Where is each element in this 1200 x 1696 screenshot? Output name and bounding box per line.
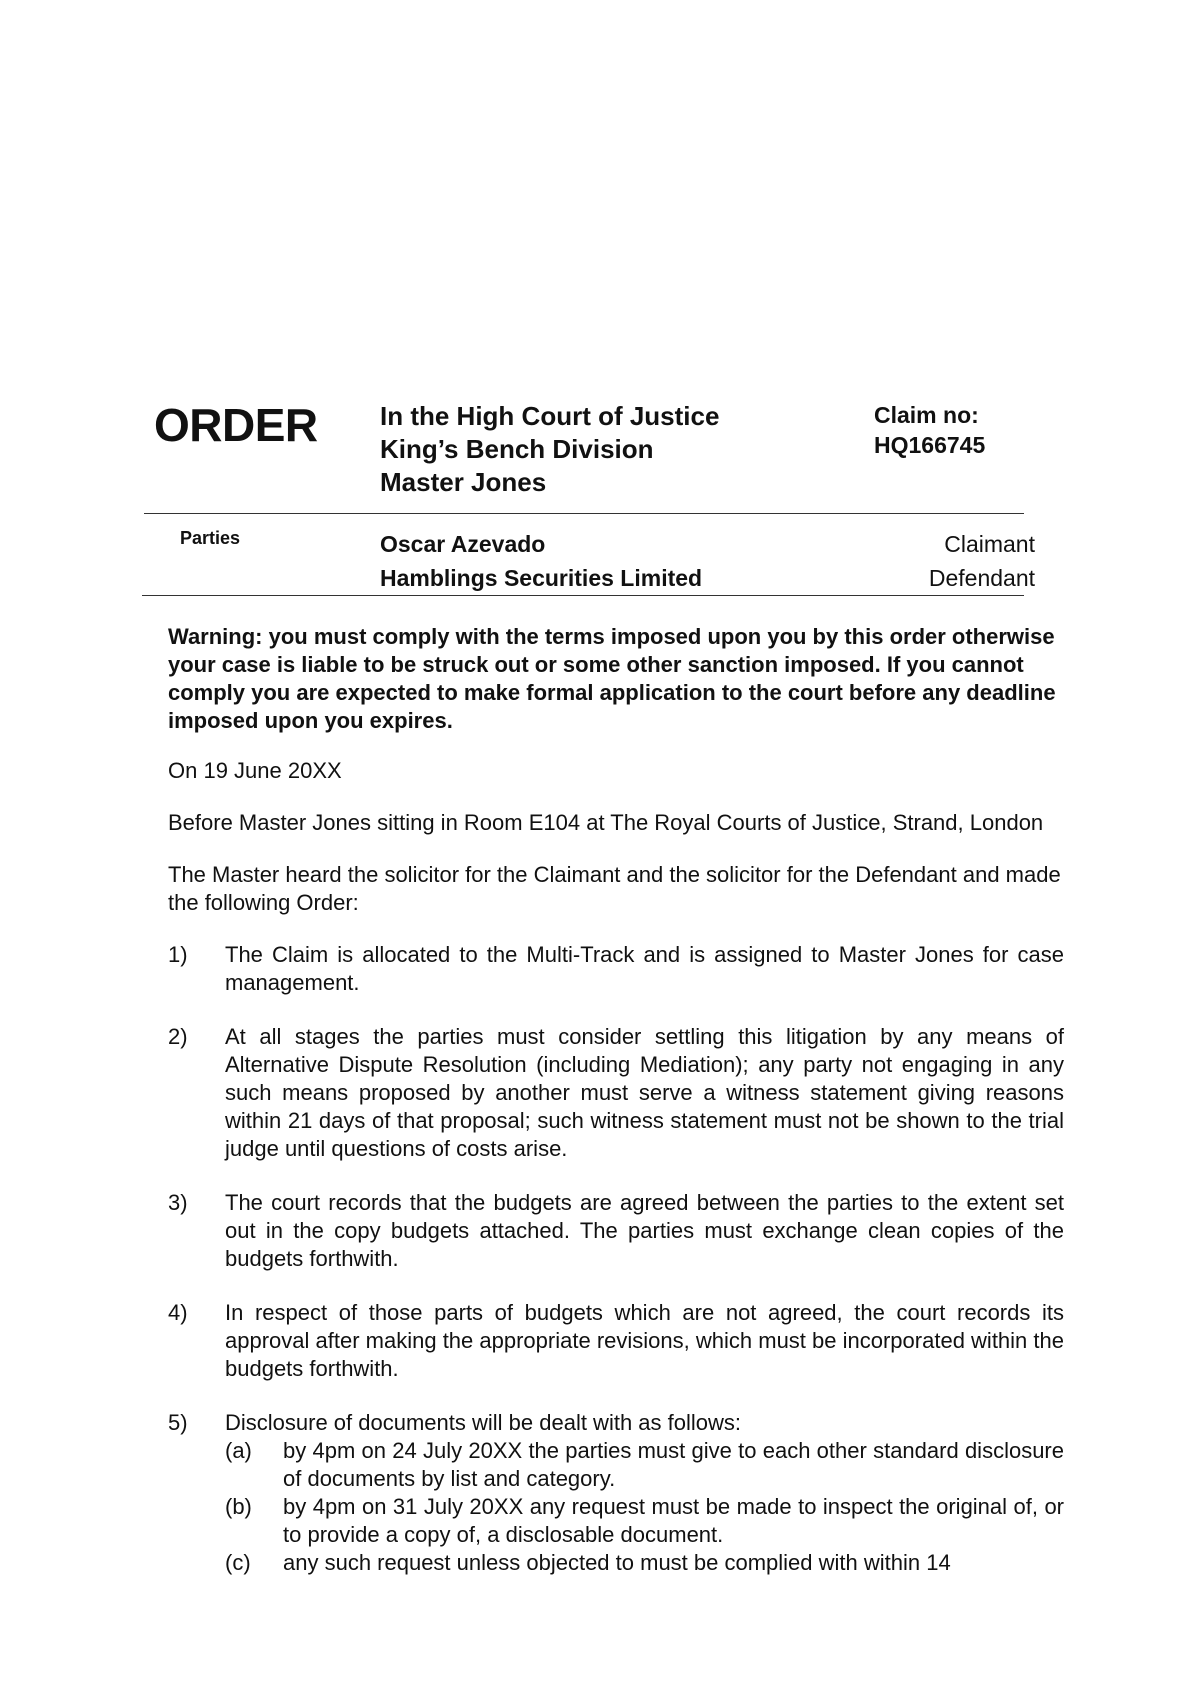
before-line: Before Master Jones sitting in Room E104 at The Royal Courts of Justice, Strand, London (168, 810, 1044, 835)
hearing-date: On 19 June 20XX (168, 758, 342, 783)
parties-label: Parties (180, 528, 241, 548)
defendant-name: Hamblings Securities Limited (380, 565, 703, 591)
sub-item-letter: (b) (225, 1494, 252, 1519)
sub-item-text: any such request unless objected to must be complied with within 14 (283, 1550, 951, 1575)
court-master: Master Jones (380, 467, 547, 497)
item-text: In respect of those parts of budgets which are not agreed, the court records its approval after making the appropriate revisions, which must be incorporated within the budgets forthwith. (225, 1300, 1064, 1381)
sub-item (225, 1493, 1064, 1549)
item-text: At all stages the parties must consider settling this litigation by any means of Alternative Dispute Resolution (including Mediation); any party not engaging in any such means proposed by another must serve a witness statement giving reasons within 21 days of that proposal; such witness statement must not be shown to the trial judge until questions of costs arise. (225, 1024, 1064, 1161)
item-number: 3) (168, 1190, 188, 1215)
item-text: Disclosure of documents will be dealt with as follows: (225, 1410, 742, 1435)
party-names (380, 527, 702, 595)
claim-number: HQ166745 (874, 432, 986, 458)
order-item (168, 1189, 1064, 1273)
item-number: 4) (168, 1300, 188, 1325)
sub-item-letter: (a) (225, 1438, 252, 1463)
item-number: 1) (168, 942, 188, 967)
item-number: 2) (168, 1024, 188, 1049)
order-item (168, 1023, 1064, 1163)
parties-divider (142, 595, 1024, 596)
item-text: The court records that the budgets are agreed between the parties to the extent set out in the copy budgets attached. The parties must exchange clean copies of the budgets forthwith. (225, 1190, 1064, 1271)
sub-item (225, 1549, 1064, 1577)
party-roles (929, 527, 1035, 595)
header-divider (144, 513, 1024, 514)
claim-label: Claim no: (874, 402, 979, 428)
claim-info (874, 400, 985, 460)
order-body (168, 623, 1064, 1577)
claimant-name: Oscar Azevado (380, 531, 546, 557)
court-name: In the High Court of Justice (380, 401, 720, 431)
warning-notice: Warning: you must comply with the terms imposed upon you by this order otherwise your case is liable to be struck out or some other sanction imposed. If you cannot comply you are expected to make formal application to the court before any deadline imposed upon you expires. (168, 624, 1056, 733)
order-item (168, 941, 1064, 997)
sub-item (225, 1437, 1064, 1493)
court-division: King’s Bench Division (380, 434, 654, 464)
sub-item-letter: (c) (225, 1550, 251, 1575)
court-details (380, 400, 719, 499)
sub-item-text: by 4pm on 24 July 20XX the parties must give to each other standard disclosure of documents by list and category. (283, 1438, 1064, 1491)
item-body (225, 1409, 1064, 1577)
item-number: 5) (168, 1410, 188, 1435)
order-title: ORDER (154, 399, 318, 451)
heard-line: The Master heard the solicitor for the Claimant and the solicitor for the Defendant and made the following Order: (168, 862, 1061, 915)
sub-item-text: by 4pm on 31 July 20XX any request must be made to inspect the original of, or to provide a copy of, a disclosable document. (283, 1494, 1064, 1547)
order-item (168, 1299, 1064, 1383)
claimant-role: Claimant (944, 531, 1035, 557)
defendant-role: Defendant (928, 565, 1035, 591)
item-text: The Claim is allocated to the Multi-Track and is assigned to Master Jones for case management. (225, 942, 1064, 995)
order-item (168, 1409, 1064, 1577)
